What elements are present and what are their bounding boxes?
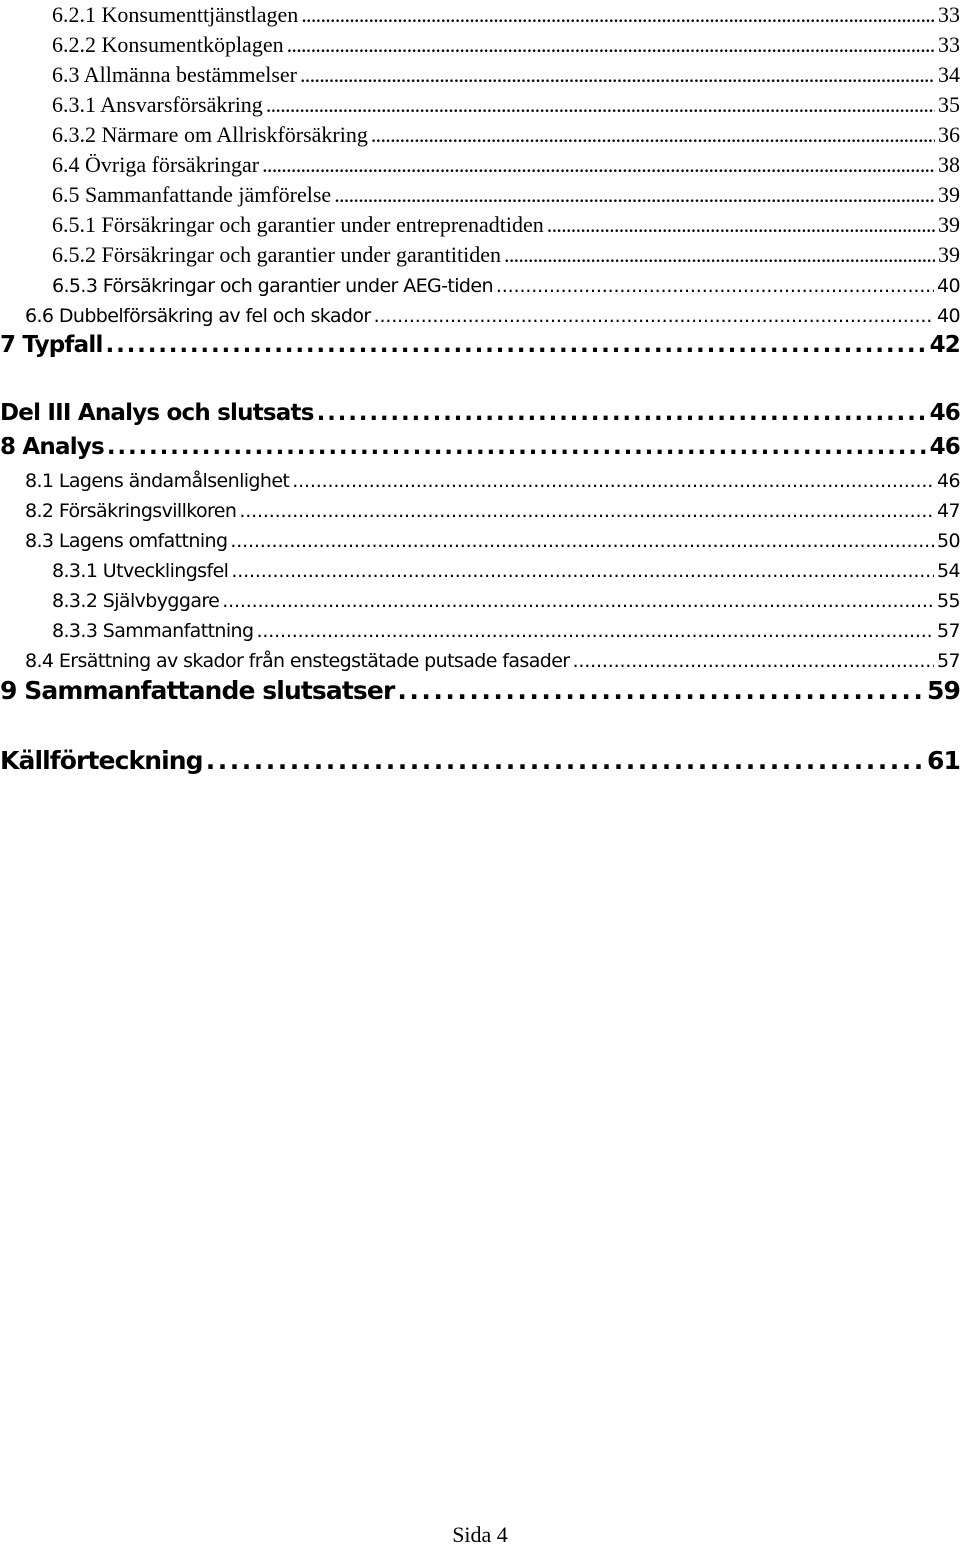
toc-entry-title: 6.3.1 Ansvarsförsäkring [52, 92, 263, 117]
toc-entry-page: 54 [937, 560, 960, 582]
toc-entry-page: 57 [937, 620, 960, 642]
toc-entry-title: 8.2 Försäkringsvillkoren [25, 500, 237, 522]
toc-entry[interactable] [0, 640, 960, 672]
dot-leader [374, 305, 934, 327]
dot-leader [262, 152, 935, 178]
page-number-label: Sida 4 [452, 1522, 508, 1547]
toc-entry-title: 6.5.1 Försäkringar och garantier under entreprenadtiden [52, 212, 544, 237]
toc-entry[interactable] [0, 326, 960, 358]
dot-leader [547, 212, 935, 238]
toc-entry-page: 40 [937, 305, 960, 327]
toc-entry-page: 38 [938, 152, 960, 177]
toc-entry-title: 6.3 Allmänna bestämmelser [52, 62, 297, 87]
toc-entry[interactable] [0, 56, 960, 88]
toc-entry-page: 46 [937, 470, 960, 492]
dot-leader [206, 746, 924, 775]
toc-entry-page: 35 [938, 92, 960, 117]
dot-leader [266, 92, 935, 118]
toc-entry[interactable] [0, 580, 960, 612]
toc-entry[interactable] [0, 146, 960, 178]
toc-entry-page: 61 [927, 746, 960, 775]
toc-entry-title: 8.3.3 Sammanfattning [52, 620, 254, 642]
dot-leader [334, 182, 935, 208]
toc-entry-page: 46 [929, 400, 960, 426]
dot-leader [371, 122, 935, 148]
dot-leader [317, 400, 927, 426]
toc-entry-title: 8.3.2 Självbyggare [52, 590, 220, 612]
dot-leader [397, 676, 924, 705]
toc-entry[interactable] [0, 610, 960, 642]
toc-entry[interactable] [0, 428, 960, 460]
dot-leader [231, 560, 934, 582]
toc-entry-page: 42 [929, 332, 960, 358]
toc-entry[interactable] [0, 520, 960, 552]
toc-entry[interactable] [0, 394, 960, 426]
toc-entry-title: 6.5 Sammanfattande jämförelse [52, 182, 332, 207]
toc-entry-title: 6.6 Dubbelförsäkring av fel och skador [25, 305, 371, 327]
toc-entry-title: 6.3.2 Närmare om Allriskförsäkring [52, 122, 368, 147]
dot-leader [256, 620, 934, 642]
toc-entry[interactable] [0, 236, 960, 268]
toc-entry-title: 8.3 Lagens omfattning [25, 530, 228, 552]
toc-entry-page: 33 [938, 32, 960, 57]
toc-entry-page: 39 [938, 212, 960, 237]
toc-entry[interactable] [0, 26, 960, 58]
toc-entry-title: 6.2.1 Konsumenttjänstlagen [52, 2, 299, 27]
dot-leader [107, 434, 927, 460]
toc-entry-page: 50 [937, 530, 960, 552]
toc-entry-title: 8 Analys [0, 434, 104, 460]
toc-entry[interactable] [0, 490, 960, 522]
toc-entry-page: 33 [938, 2, 960, 27]
toc-entry-title: Del III Analys och slutsats [0, 400, 314, 426]
toc-entry-page: 46 [929, 434, 960, 460]
toc-entry-page: 55 [937, 590, 960, 612]
toc-entry-page: 36 [938, 122, 960, 147]
toc-entry[interactable] [0, 0, 960, 28]
toc-entry[interactable] [0, 295, 960, 327]
toc-entry-page: 57 [937, 650, 960, 672]
toc-entry-title: 8.3.1 Utvecklingsfel [52, 560, 229, 582]
dot-leader [222, 590, 934, 612]
toc-entry[interactable] [0, 743, 960, 775]
toc-entry-title: 6.4 Övriga försäkringar [52, 152, 260, 177]
toc-entry-page: 39 [938, 182, 960, 207]
toc-entry-page: 59 [927, 676, 960, 705]
dot-leader [239, 500, 934, 522]
toc-entry-title: 6.5.2 Försäkringar och garantier under garantitiden [52, 242, 502, 267]
dot-leader [573, 650, 935, 672]
page-footer [0, 1522, 960, 1548]
toc-entry[interactable] [0, 206, 960, 238]
toc-entry-title: Källförteckning [0, 746, 203, 775]
dot-leader [496, 275, 934, 297]
dot-leader [301, 2, 935, 28]
toc-entry-title: 6.2.2 Konsumentköplagen [52, 32, 284, 57]
toc-entry-title: 6.5.3 Försäkringar och garantier under AEG-tiden [52, 275, 493, 297]
toc-entry[interactable] [0, 673, 960, 705]
toc-entry[interactable] [0, 265, 960, 297]
dot-leader [230, 530, 934, 552]
toc-entry-title: 8.1 Lagens ändamålsenlighet [25, 470, 290, 492]
toc-entry-title: 8.4 Ersättning av skador från enstegstätade putsade fasader [25, 650, 570, 672]
toc-entry[interactable] [0, 460, 960, 492]
dot-leader [287, 32, 935, 58]
toc-entry[interactable] [0, 116, 960, 148]
toc-entry[interactable] [0, 550, 960, 582]
toc-entry-page: 47 [937, 500, 960, 522]
toc-entry-page: 34 [938, 62, 960, 87]
toc-entry-page: 39 [938, 242, 960, 267]
dot-leader [300, 62, 935, 88]
dot-leader [292, 470, 934, 492]
toc-entry-title: 9 Sammanfattande slutsatser [0, 676, 395, 705]
toc-entry[interactable] [0, 86, 960, 118]
toc-entry-title: 7 Typfall [0, 332, 103, 358]
toc-entry-page: 40 [937, 275, 960, 297]
dot-leader [106, 332, 927, 358]
toc-entry[interactable] [0, 176, 960, 208]
